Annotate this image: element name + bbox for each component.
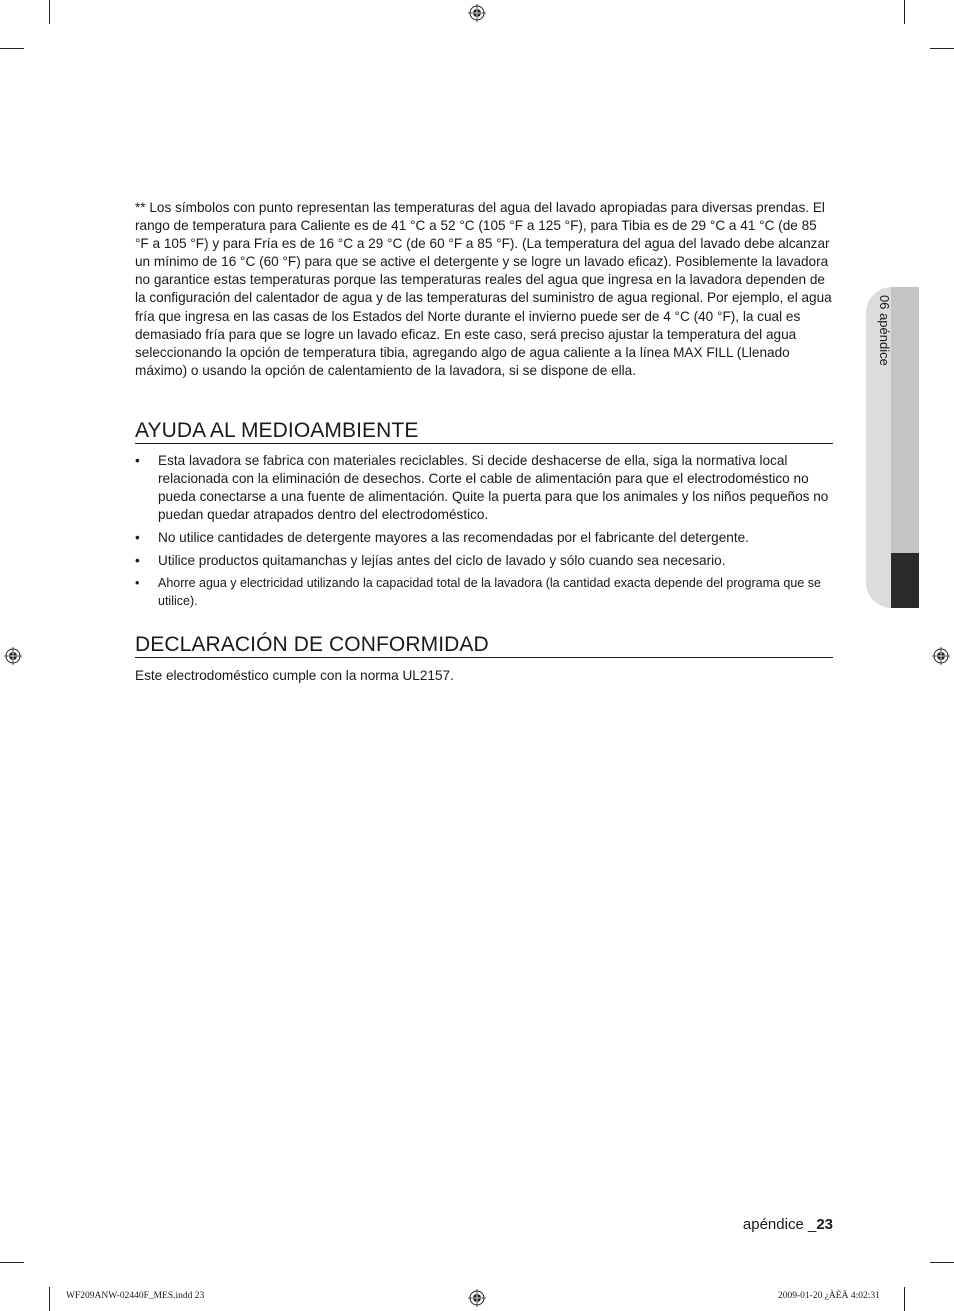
footer-section-label: apéndice _ — [742, 1216, 817, 1233]
temperature-note: ** Los símbolos con punto representan las temperaturas del agua del lavado apropiadas para diversas prendas. El rango de temperatura para Caliente es de 41 °C a 52 °C (105 °F a 125 °F), para Tibia es de 29 °C a 41 °C (de 85 °F a 105 °F) y para Fría es de 16 °C a 29 °C (de 60 °F a 85 °F). (La temperatura del agua del lavado debe alcanzar un mínimo de 16 °C (60 °F) para que se active el detergente y se logre un lavado eficaz). Posiblemente la lavadora no garantice estas temperaturas porque las temperaturas reales del agua que ingresa en la lavadora dependen de la configuración del calentador de agua y de las temperaturas del suministro de agua regional. Por ejemplo, el agua fría que ingresa en las casas de los Estados del Norte durante el invierno puede ser de 4 °C (40 °F), la cual es demasiado fría para que se logre un lavado eficaz. En este caso, será preciso ajustar la temperatura del agua seleccionando la opción de temperatura tibia, agregando algo de agua caliente a la línea MAX FILL (Llenado máximo) o usando la opción de calentamiento de la lavadora, si se dispone de ella. — [135, 200, 832, 378]
bullet-icon: • — [135, 576, 140, 591]
list-item — [135, 452, 833, 524]
crop-mark — [904, 0, 905, 24]
registration-mark-icon — [468, 1289, 486, 1307]
crop-mark — [0, 48, 24, 49]
chapter-tab-marker — [891, 553, 919, 608]
chapter-tab-stripe — [891, 287, 919, 553]
print-timestamp: 2009-01-20 ¿ÀÈÄ 4:02:31 — [778, 1291, 880, 1301]
page-footer — [743, 1216, 833, 1233]
crop-mark — [930, 48, 954, 49]
list-item-text: Utilice productos quitamanchas y lejías antes del ciclo de lavado y sólo cuando sea necesario. — [158, 552, 726, 568]
crop-mark — [49, 0, 50, 24]
registration-mark-icon — [4, 647, 22, 665]
chapter-tab-label: 06 apéndice — [877, 295, 892, 366]
list-item-text: No utilice cantidades de detergente mayores a las recomendadas por el fabricante del detergente. — [158, 529, 749, 545]
list-item — [135, 574, 833, 610]
list-item — [135, 529, 833, 547]
crop-mark — [0, 1262, 24, 1263]
environment-list — [135, 452, 833, 615]
bullet-icon: • — [135, 552, 140, 568]
conformity-heading: DECLARACIÓN DE CONFORMIDAD — [135, 633, 833, 658]
registration-mark-icon — [468, 4, 486, 22]
crop-mark — [49, 1287, 50, 1311]
list-item — [135, 552, 833, 570]
crop-mark — [930, 1262, 954, 1263]
bullet-icon: • — [135, 529, 140, 545]
chapter-tab — [866, 287, 919, 608]
page-number: 23 — [816, 1216, 833, 1233]
bullet-icon: • — [135, 453, 140, 468]
registration-mark-icon — [932, 647, 950, 665]
list-item-text: Ahorre agua y electricidad utilizando la capacidad total de la lavadora (la cantidad exacta depende del programa que se utilice). — [158, 576, 821, 609]
print-file-info: WF209ANW-02440F_MES.indd 23 — [66, 1291, 205, 1301]
list-item-text: Esta lavadora se fabrica con materiales reciclables. Si decide deshacerse de ella, siga la normativa local relacionada con la eliminación de desechos. Corte el cable de alimentación para que el electrodoméstico no pueda conectarse a una fuente de alimentación. Quite la puerta para que los animales y los niños pequeños no puedan quedar atrapados dentro del electrodoméstico. — [158, 453, 829, 523]
environment-heading: AYUDA AL MEDIOAMBIENTE — [135, 419, 833, 444]
conformity-text: Este electrodoméstico cumple con la norma UL2157. — [135, 668, 454, 683]
crop-mark — [904, 1287, 905, 1311]
